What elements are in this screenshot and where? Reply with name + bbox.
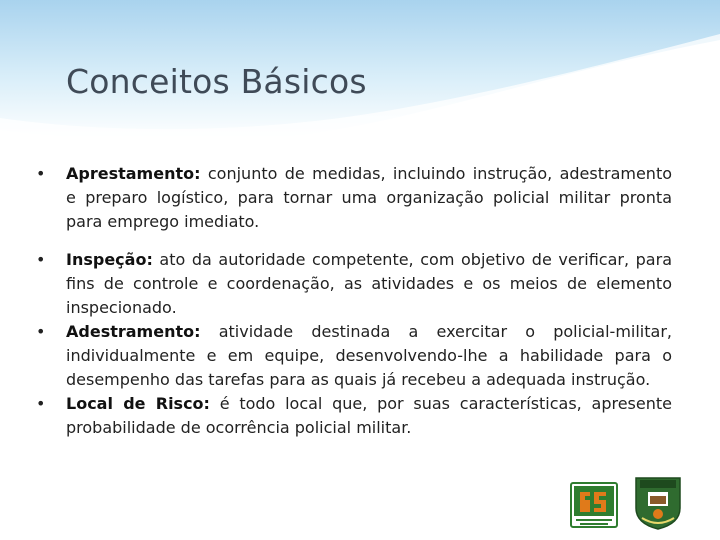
term-definition: é todo local que, por suas características, apresente probabilidade de ocorrência policial militar. bbox=[66, 394, 672, 437]
bullet-icon: • bbox=[36, 250, 46, 269]
bullet-icon: • bbox=[36, 164, 46, 183]
amazonas-police-badge bbox=[632, 474, 684, 530]
slide-title: Conceitos Básicos bbox=[66, 62, 367, 101]
term-definition: conjunto de medidas, incluindo instrução, adestramento e preparo logístico, para tornar uma organização policial militar pronta para emprego imediato. bbox=[66, 164, 672, 231]
bullet-icon: • bbox=[36, 322, 46, 341]
list-item-local-de-risco bbox=[36, 392, 672, 440]
bullet-list bbox=[36, 162, 672, 440]
term-definition: ato da autoridade competente, com objetivo de verificar, para fins de controle e coordenação, as atividades e os meios de elemento inspecionado. bbox=[66, 250, 672, 317]
term-label: Local de Risco: bbox=[66, 394, 210, 413]
term-label: Adestramento: bbox=[66, 322, 201, 341]
term-label: Aprestamento: bbox=[66, 164, 201, 183]
term-label: Inspeção: bbox=[66, 250, 153, 269]
list-item-inspecao bbox=[36, 248, 672, 320]
term-definition: atividade destinada a exercitar o policial-militar, individualmente e em equipe, desenvolvendo-lhe a habilidade para o desempenho das tarefas para as quais já recebeu a adequada instrução. bbox=[66, 322, 672, 389]
police-unit-logo bbox=[570, 482, 618, 528]
list-item-adestramento bbox=[36, 320, 672, 392]
list-item-aprestamento bbox=[36, 162, 672, 234]
bullet-icon: • bbox=[36, 394, 46, 413]
